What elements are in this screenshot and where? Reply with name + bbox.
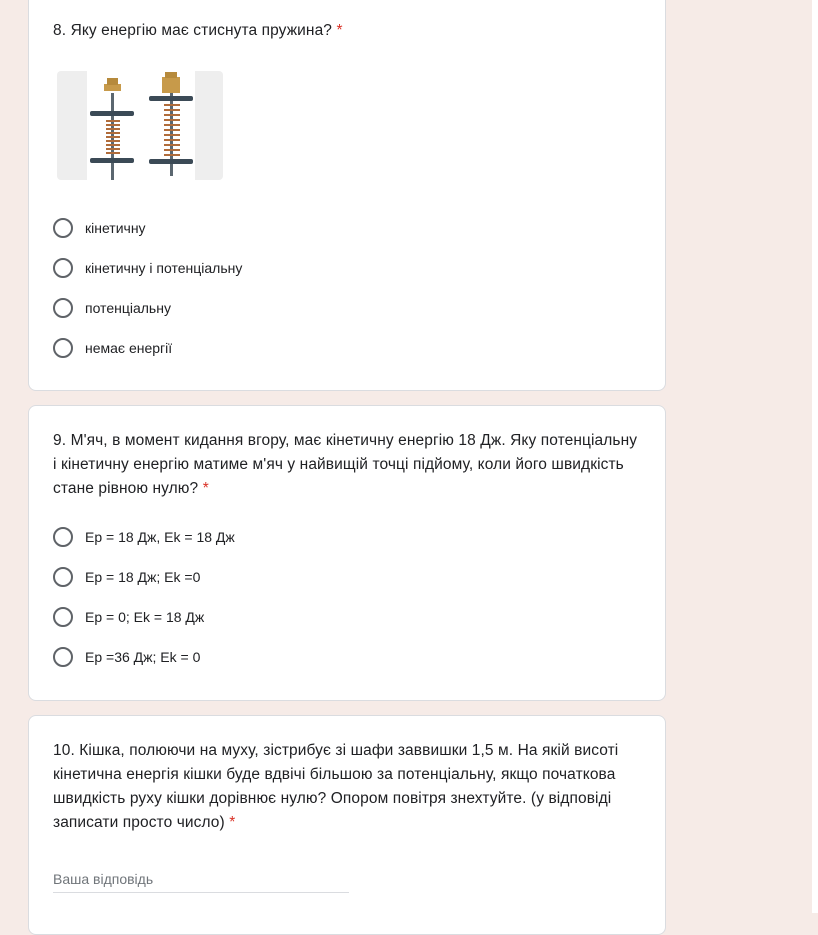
question-text: Кішка, полюючи на муху, зістрибує зі шафи заввишки 1,5 м. На якій висоті кінетична енергія кішки буде вдвічі більшою за потенціальну, якщо початкова швидкість руху кішки дорівнює нулю? Опором повітря знехтуйте. (у відповіді записати просто число) [53, 742, 619, 831]
radio-button[interactable] [53, 567, 73, 587]
radio-button[interactable] [53, 258, 73, 278]
question-text: Яку енергію має стиснута пружина? [70, 22, 333, 39]
question-card-9 [28, 405, 666, 701]
question-title [53, 739, 641, 835]
radio-button[interactable] [53, 218, 73, 238]
option-label: кінетичну і потенціальну [85, 260, 243, 276]
question-card-10 [28, 715, 666, 935]
radio-button[interactable] [53, 527, 73, 547]
spring-weights-image [57, 71, 223, 180]
question-title [53, 429, 641, 501]
page-edge [812, 0, 818, 913]
option-kinetic[interactable] [53, 216, 146, 240]
question-title [53, 19, 641, 43]
question-number: 9. [53, 432, 67, 449]
required-asterisk: * [202, 480, 209, 497]
question-text: М'яч, в момент кидання вгору, має кінетичну енергію 18 Дж. Яку потенціальну і кінетичну енергію матиме м'яч у найвищій точці підйому, коли його швидкість стане рівною нулю? [53, 432, 638, 497]
radio-button[interactable] [53, 338, 73, 358]
option-c[interactable] [53, 605, 204, 629]
option-label: немає енергії [85, 340, 173, 356]
required-asterisk: * [336, 22, 343, 39]
option-b[interactable] [53, 565, 200, 589]
answer-input[interactable] [53, 866, 349, 893]
radio-button[interactable] [53, 298, 73, 318]
option-no-energy[interactable] [53, 336, 172, 360]
option-label: Ер = 18 Дж; Еk =0 [85, 569, 201, 585]
question-number: 10. [53, 742, 75, 759]
question-card-8 [28, 0, 666, 391]
option-label: кінетичну [85, 220, 146, 236]
option-label: Ер =36 Дж; Еk = 0 [85, 649, 201, 665]
radio-button[interactable] [53, 647, 73, 667]
option-d[interactable] [53, 645, 200, 669]
option-label: Ер = 0; Еk = 18 Дж [85, 609, 205, 625]
radio-button[interactable] [53, 607, 73, 627]
option-kinetic-and-potential[interactable] [53, 256, 242, 280]
required-asterisk: * [229, 814, 236, 831]
option-a[interactable] [53, 525, 235, 549]
question-number: 8. [53, 22, 67, 39]
option-potential[interactable] [53, 296, 171, 320]
option-label: Ер = 18 Дж, Еk = 18 Дж [85, 529, 235, 545]
option-label: потенціальну [85, 300, 171, 316]
